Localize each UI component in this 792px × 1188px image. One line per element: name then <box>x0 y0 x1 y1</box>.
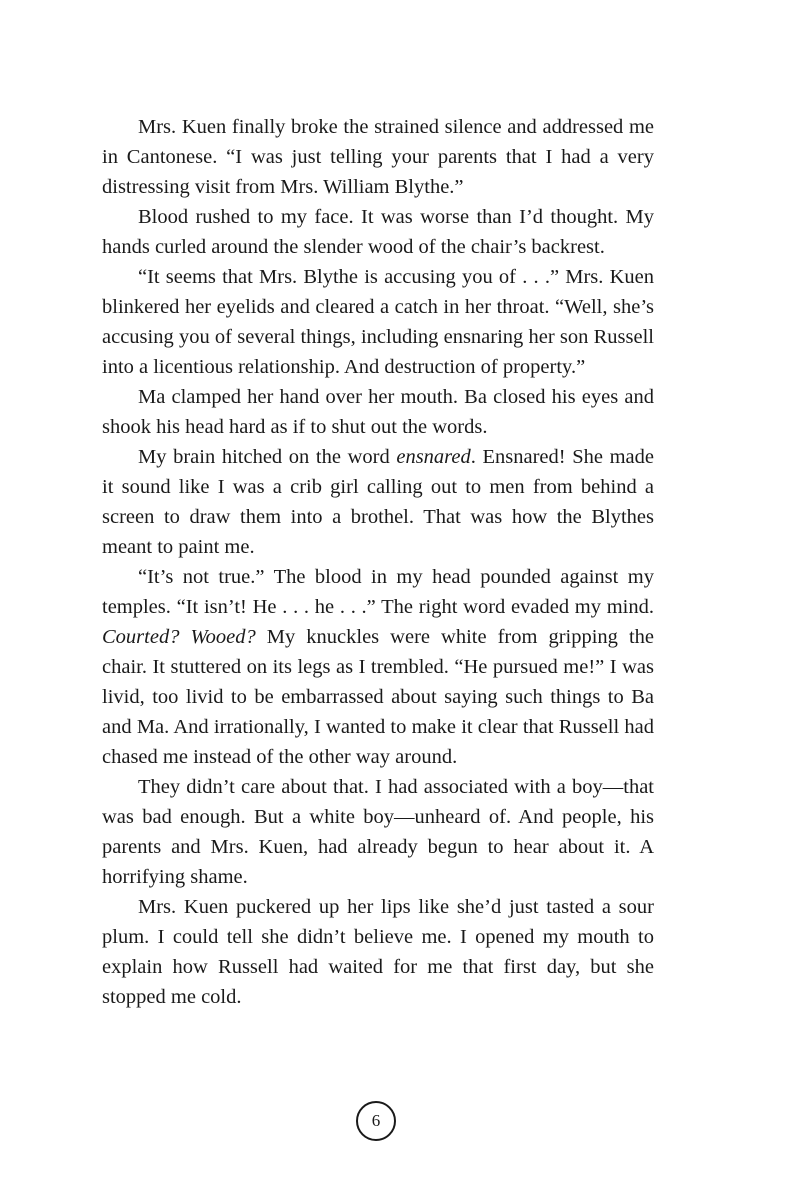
paragraph <box>102 202 654 262</box>
paragraph-text: “It seems that Mrs. Blythe is accusing you of . . .” Mrs. Kuen blinkered her eyelids and cleared a catch in her throat. “Well, she’s accusing you of several things, including ensnaring her son Russell into a licentious relationship. And destruction of property.” <box>102 266 654 378</box>
paragraph <box>102 262 654 382</box>
paragraph-text: Ma clamped her hand over her mouth. Ba closed his eyes and shook his head hard as if to shut out the words. <box>102 386 654 438</box>
paragraph <box>102 112 654 202</box>
italic-phrase: Courted? Wooed? <box>102 626 256 648</box>
paragraph-text: . Ensnared! She made it sound like I was a crib girl calling out to men from behind a screen to draw them into a brothel. That was how the Blythes meant to paint me. <box>102 446 654 558</box>
paragraph-text: My knuckles were white from gripping the chair. It stuttered on its legs as I trembled. “He pursued me!” I was livid, too livid to be embarrassed about saying such things to Ba and Ma. And irrationally, I wanted to make it clear that Russell had chased me instead of the other way around. <box>102 626 654 768</box>
paragraph-text: They didn’t care about that. I had associated with a boy—that was bad enough. But a white boy—unheard of. And people, his parents and Mrs. Kuen, had already begun to hear about it. A horrifying shame. <box>102 776 654 888</box>
paragraph-text: Mrs. Kuen puckered up her lips like she’d just tasted a sour plum. I could tell she didn’t believe me. I opened my mouth to explain how Russell had waited for me that first day, but she stopped me cold. <box>102 896 654 1008</box>
paragraph <box>102 442 654 562</box>
paragraph <box>102 892 654 1012</box>
paragraph-text: Blood rushed to my face. It was worse than I’d thought. My hands curled around the slender wood of the chair’s backrest. <box>102 206 654 258</box>
paragraph <box>102 772 654 892</box>
page-body <box>102 112 654 1012</box>
paragraph-text: “It’s not true.” The blood in my head pounded against my temples. “It isn’t! He . . . he . . .” The right word evaded my mind. <box>102 566 654 618</box>
page-number <box>356 1101 396 1141</box>
paragraph-text: My brain hitched on the word <box>138 446 397 468</box>
paragraph-text: Mrs. Kuen finally broke the strained silence and addressed me in Cantonese. “I was just telling your parents that I had a very distressing visit from Mrs. William Blythe.” <box>102 116 654 198</box>
page-number-text: 6 <box>371 1111 381 1130</box>
italic-word: ensnared <box>396 446 471 468</box>
paragraph <box>102 562 654 772</box>
paragraph <box>102 382 654 442</box>
